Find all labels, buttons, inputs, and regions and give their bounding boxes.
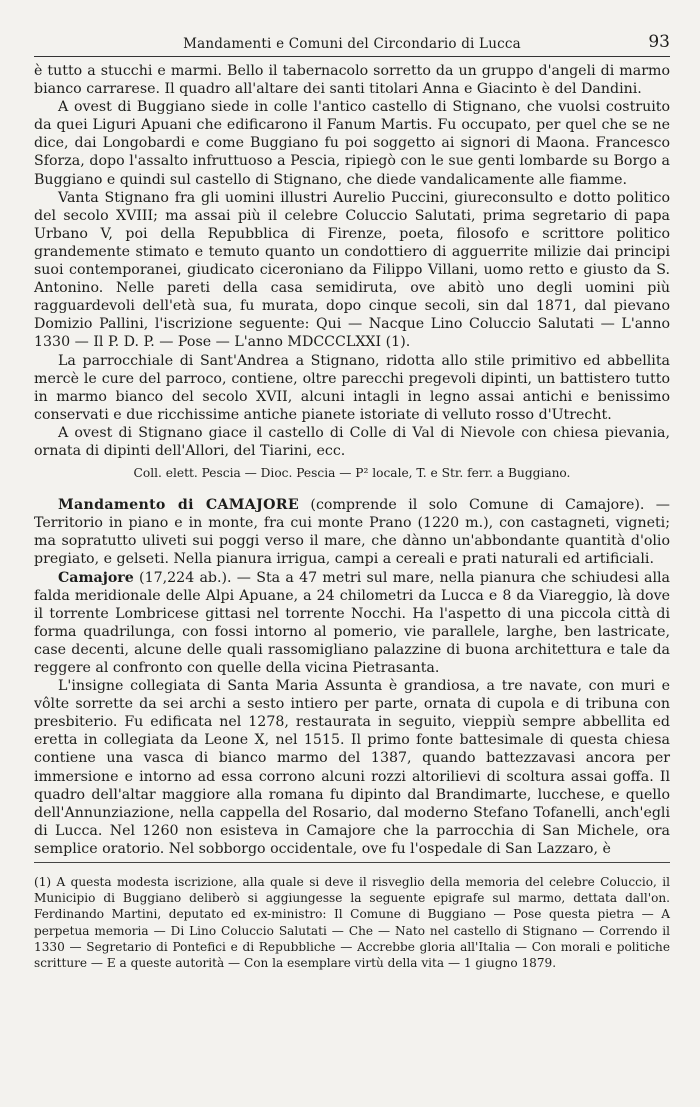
- page-number: 93: [648, 32, 670, 52]
- main-text: [34, 62, 670, 858]
- footnote-text: (1) A questa modesta iscrizione, alla quale si deve il risveglio della memoria del celebre Coluccio, il Municipio di Buggiano deliberò si aggiungesse la seguente epigrafe sul marmo, dettata dall'on. Ferdinando Martini, deputato ed ex-ministro: Il Comune di Buggiano — Pose questa pietra — A perpetua memoria — Di Lino Coluccio Salutati — Che — Nato nel castello di Stignano — Correndo il 1330 — Segretario di Pontefici e di Repubbliche — Accrebbe gloria all'Italia — Con morali e politiche scritture — E a queste autorità — Con la esemplare virtù della vita — 1 giugno 1879.: [34, 875, 670, 971]
- paragraph-collegiata: L'insigne collegiata di Santa Maria Assunta è grandiosa, a tre navate, con muri e vôlte sorrette da sei archi a sesto intiero per parte, ornata di cupola e di tribuna con presbiterio. Fu edificata nel 1278, restaurata in seguito, vieppiù sempre abbellita ed eretta in collegiata da Leone X, nel 1515. Il primo fonte battesimale di questa chiesa contiene una vasca di bianco marmo del 1387, quando battezzavasi ancora per immersione e intorno ad essa corrono alcuni rozzi altorilievi di scoltura assai goffa. Il quadro dell'altar maggiore alla romana fu dipinto dal Brandimarte, lucchese, e quello dell'Annunziazione, nella cappella del Rosario, dal moderno Stefano Tofanelli, anch'egli di Lucca. Nel 1260 non esisteva in Camajore che la parrocchia di San Michele, ora semplice oratorio. Nel sobborgo occidentale, ove fu l'ospedale di San Lazzaro, è: [34, 678, 670, 857]
- paragraph-stignano: A ovest di Buggiano siede in colle l'antico castello di Stignano, che vuolsi costruito da quei Liguri Apuani che edificarono il Fanum Martis. Fu occupato, per quel che se ne dice, dai Longobardi e come Buggiano fu poi soggetto ai signori di Maona. Francesco Sforza, dopo l'assalto infruttuoso a Pescia, ripiegò con le sue genti lombarde su Borgo a Buggiano e quindi sul castello di Stignano, che diede vandalicamente alle fiamme.: [34, 99, 670, 188]
- running-title: Mandamenti e Comuni del Circondario di Lucca: [183, 36, 521, 52]
- footnote: [34, 874, 670, 971]
- collegio-note: Coll. elett. Pescia — Dioc. Pescia — P² locale, T. e Str. ferr. a Buggiano.: [133, 466, 571, 481]
- paragraph-continuation: è tutto a stucchi e marmi. Bello il tabernacolo sorretto da un gruppo d'angeli di marmo bianco carrarese. Il quadro all'altare dei santi titolari Anna e Giacinto è del Dandini.: [34, 63, 670, 98]
- header-rule: [34, 56, 670, 57]
- paragraph-camajore: [34, 569, 670, 678]
- running-header: [34, 28, 670, 52]
- paragraph-illustri: Vanta Stignano fra gli uomini illustri Aurelio Puccini, giureconsulto e dotto politico del secolo XVIII; ma assai più il celebre Coluccio Salutati, prima segretario di papa Urbano V, poi della Repubblica di Firenze, poeta, filosofo e scrittore politico grandemente stimato e temuto quanto un condottiero di agguerrite milizie dai principi suoi contemporanei, giudicato ciceroniano da Filippo Villani, uomo retto e giusto da S. Antonino. Nelle pareti della casa semidiruta, ove abitò uno degli uomini più ragguardevoli dell'età sua, fu murata, dopo cinque secoli, sin dal 1871, dal pievano Domizio Pallini, l'iscrizione seguente: Qui — Nacque Lino Coluccio Salutati — L'anno 1330 — Il P. D. P. — Pose — L'anno MDCCCLXXI (1).: [34, 189, 670, 351]
- paragraph-colle: A ovest di Stignano giace il castello di Colle di Val di Nievole con chiesa pievania, ornata di dipinti dell'Allori, del Tiarini, ecc.: [34, 424, 670, 459]
- camajore-text: (17,224 ab.). — Sta a 47 metri sul mare, nella pianura che schiudesi alla falda meridionale delle Alpi Apuane, a 24 chilometri da Lucca e 8 da Viareggio, là dove il torrente Lombricese gittasi nel torrente Nocchi. Ha l'aspetto di una piccola città di forma quadrilunga, con fossi intorno al pomerio, vie parallele, larghe, ben lastricate, case decenti, alcune delle quali rassomigliano palazzine di buona architettura e tale da reggere al confronto con quelle della vicina Pietrasanta.: [34, 569, 670, 676]
- footnote-rule: [34, 862, 670, 863]
- mandamento-heading: Mandamento di CAMAJORE: [58, 497, 299, 514]
- mandamento-text: (comprende il solo Comune di Camajore). — Territorio in piano e in monte, fra cui monte Prano (1220 m.), con castagneti, vigneti; ma sopratutto uliveti sui poggi verso il mare, che dànno un'abbondante quantità d'olio pregiato, e gelseti. Nella pianura irrigua, campi a cereali e prati naturali ed artificiali.: [34, 497, 670, 568]
- camajore-heading: Camajore: [58, 569, 134, 586]
- paragraph-parrocchiale: La parrocchiale di Sant'Andrea a Stignano, ridotta allo stile primitivo ed abbellita mercè le cure del parroco, contiene, oltre parecchi pregevoli dipinti, un battistero tutto in marmo bianco del secolo XVII, alcuni intagli in legno assai antichi e benissimo conservati e due ricchissime antiche pianete istoriate di velluto rosso d'Utrecht.: [34, 352, 670, 423]
- paragraph-mandamento: [34, 496, 670, 568]
